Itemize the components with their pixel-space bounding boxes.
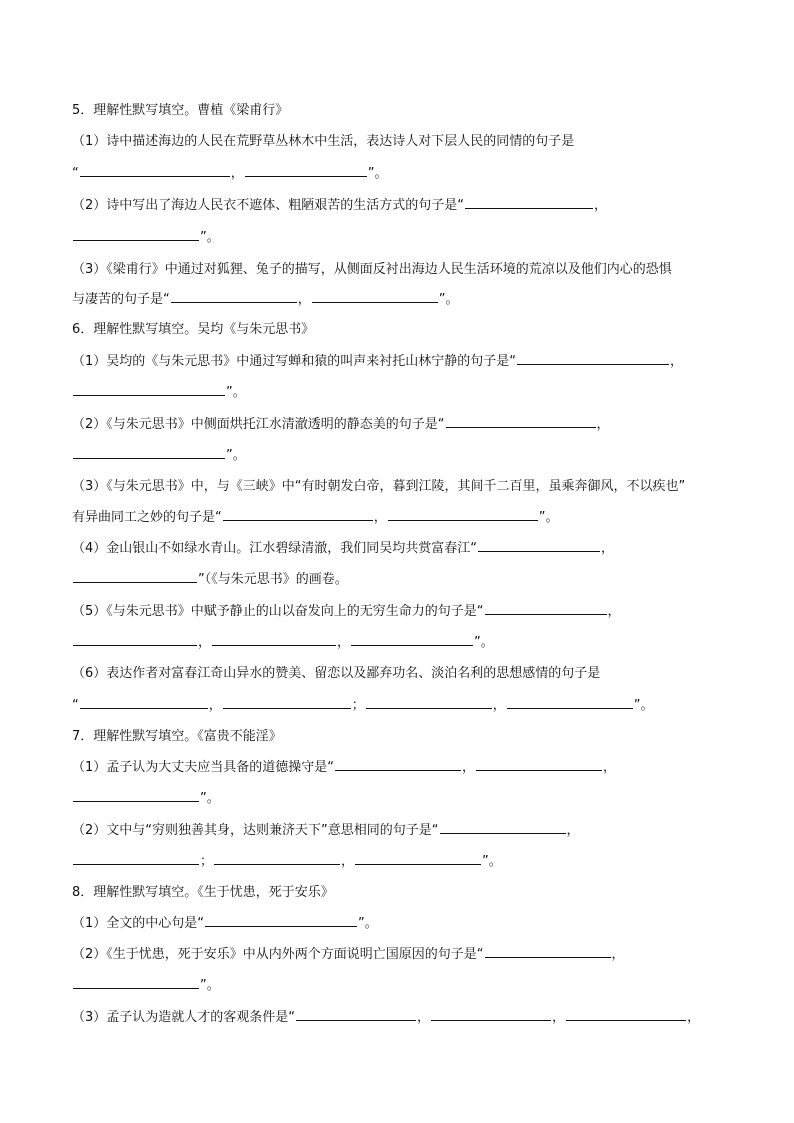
q8-s1-line: （1）全文的中心句是“ ”。: [72, 916, 378, 931]
q6-s4-answer-line: ”（《与朱元思书》的画卷。: [72, 570, 740, 590]
blank[interactable]: [171, 301, 297, 303]
blank[interactable]: [446, 426, 596, 428]
blank[interactable]: [335, 769, 461, 771]
q5-title: 5．理解性默写填空。曹植《梁甫行》: [72, 103, 289, 118]
q5-s2-line: （2）诗中写出了海边人民衣不遮体、粗陋艰苦的生活方式的句子是“ ，: [72, 198, 608, 213]
q7-s1-answer-line: ”。: [72, 789, 740, 809]
blank[interactable]: [73, 800, 199, 802]
q6-s4-tail: （《与朱元思书》的画卷。: [204, 572, 348, 587]
q7-title: 7．理解性默写填空。《富贵不能淫》: [72, 729, 282, 744]
blank[interactable]: [73, 394, 225, 396]
blank[interactable]: [73, 239, 199, 241]
blank[interactable]: [517, 363, 669, 365]
q6-s4-line: （4）金山银山不如绿水青山。江水碧绿清澈，我们同吴均共赏富春江“ ，: [72, 541, 615, 556]
q5-s3b: 与凄苦的句子是: [72, 292, 164, 307]
q6-s2: （2）《与朱元思书》中侧面烘托江水清澈透明的静态美的句子是: [72, 417, 438, 432]
blank[interactable]: [214, 863, 340, 865]
q6-s1-line: （1）吴均的《与朱元思书》中通过写蝉和猿的叫声来衬托山林宁静的句子是“ ，: [72, 354, 684, 369]
blank[interactable]: [355, 863, 481, 865]
blank[interactable]: [485, 956, 611, 958]
q7-s2-answer-line: ； ， ”。: [72, 852, 740, 872]
blank[interactable]: [223, 519, 373, 521]
q6-s2-answer-line: ”。: [72, 446, 740, 466]
q5-s3b-line: 与凄苦的句子是“ ， ”。: [72, 292, 459, 307]
q5-s1: （1）诗中描述海边的人民在荒野草丛林木中生活，表达诗人对下层人民的同情的句子是: [72, 134, 575, 149]
blank[interactable]: [296, 1019, 416, 1021]
q6-s5-answer-line: ， ， ”。: [72, 633, 740, 653]
blank[interactable]: [73, 863, 199, 865]
q6-s1-answer-line: ”。: [72, 383, 740, 403]
blank[interactable]: [431, 1019, 551, 1021]
q8-s1: （1）全文的中心句是: [72, 916, 198, 931]
blank[interactable]: [366, 707, 492, 709]
blank[interactable]: [80, 707, 208, 709]
q6-s3a: （3）《与朱元思书》中，与《三峡》中“有时朝发白帝，暮到江陵，其间千二百里，虽乘奔御风，不以疾也”: [72, 479, 686, 494]
blank[interactable]: [73, 457, 225, 459]
blank[interactable]: [465, 207, 593, 209]
q5-s3a: （3）《梁甫行》中通过对狐狸、兔子的描写，从侧面反衬出海边人民生活环境的荒凉以及他们内心的恐惧: [72, 262, 672, 277]
q8-s2: （2）《生于忧患，死于安乐》中从内外两个方面说明亡国原因的句子是: [72, 947, 477, 962]
blank[interactable]: [485, 613, 607, 615]
q6-s1: （1）吴均的《与朱元思书》中通过写蝉和猿的叫声来衬托山林宁静的句子是: [72, 354, 510, 369]
blank[interactable]: [245, 175, 367, 177]
q6-s6-answer-line: “ ， ； ， ”。: [72, 698, 654, 713]
blank[interactable]: [476, 769, 602, 771]
open-quote: “: [72, 166, 79, 181]
blank[interactable]: [388, 519, 538, 521]
blank[interactable]: [478, 550, 600, 552]
q6-s5-line: （5）《与朱元思书》中赋予静止的山以奋发向上的无穷生命力的句子是“ ，: [72, 604, 621, 619]
blank[interactable]: [73, 644, 197, 646]
blank[interactable]: [205, 925, 357, 927]
blank[interactable]: [73, 581, 197, 583]
blank[interactable]: [566, 1019, 686, 1021]
blank[interactable]: [507, 707, 633, 709]
q5-s2: （2）诗中写出了海边人民衣不遮体、粗陋艰苦的生活方式的句子是: [72, 198, 458, 213]
q6-s6: （6）表达作者对富春江奇山异水的赞美、留恋以及鄙弃功名、淡泊名利的思想感情的句子是: [72, 666, 601, 681]
q7-s1: （1）孟子认为大丈夫应当具备的道德操守是: [72, 760, 328, 775]
q8-s3-line: （3）孟子认为造就人才的客观条件是“ ， ， ，: [72, 1010, 701, 1025]
blank[interactable]: [223, 707, 351, 709]
q6-s2-line: （2）《与朱元思书》中侧面烘托江水清澈透明的静态美的句子是“ ，: [72, 417, 610, 432]
q6-title: 6．理解性默写填空。吴均《与朱元思书》: [72, 322, 315, 337]
q8-title: 8．理解性默写填空。《生于忧患，死于安乐》: [72, 885, 334, 900]
blank[interactable]: [351, 644, 473, 646]
blank[interactable]: [80, 175, 230, 177]
q6-s5: （5）《与朱元思书》中赋予静止的山以奋发向上的无穷生命力的句子是: [72, 604, 477, 619]
q6-s3b-line: 有异曲同工之妙的句子是“ ， ”。: [72, 510, 559, 525]
q6-s3b: 有异曲同工之妙的句子是: [72, 510, 216, 525]
q7-s1-line: （1）孟子认为大丈夫应当具备的道德操守是“ ， ，: [72, 760, 617, 775]
blank[interactable]: [212, 644, 336, 646]
blank[interactable]: [440, 832, 566, 834]
blank[interactable]: [312, 301, 438, 303]
q6-s4: （4）金山银山不如绿水青山。江水碧绿清澈，我们同吴均共赏富春江: [72, 541, 471, 556]
q7-s2: （2）文中与“穷则独善其身，达则兼济天下”意思相同的句子是: [72, 823, 432, 838]
q7-s2-line: （2）文中与“穷则独善其身，达则兼济天下”意思相同的句子是“ ，: [72, 823, 580, 838]
q8-s2-answer-line: ”。: [72, 976, 740, 996]
q8-s2-line: （2）《生于忧患，死于安乐》中从内外两个方面说明亡国原因的句子是“ ，: [72, 947, 625, 962]
q8-s3: （3）孟子认为造就人才的客观条件是: [72, 1010, 289, 1025]
q5-s2-answer-line: ”。: [72, 228, 740, 248]
blank[interactable]: [73, 987, 199, 989]
q5-s1-answer-line: “ ， ”。: [72, 166, 388, 181]
